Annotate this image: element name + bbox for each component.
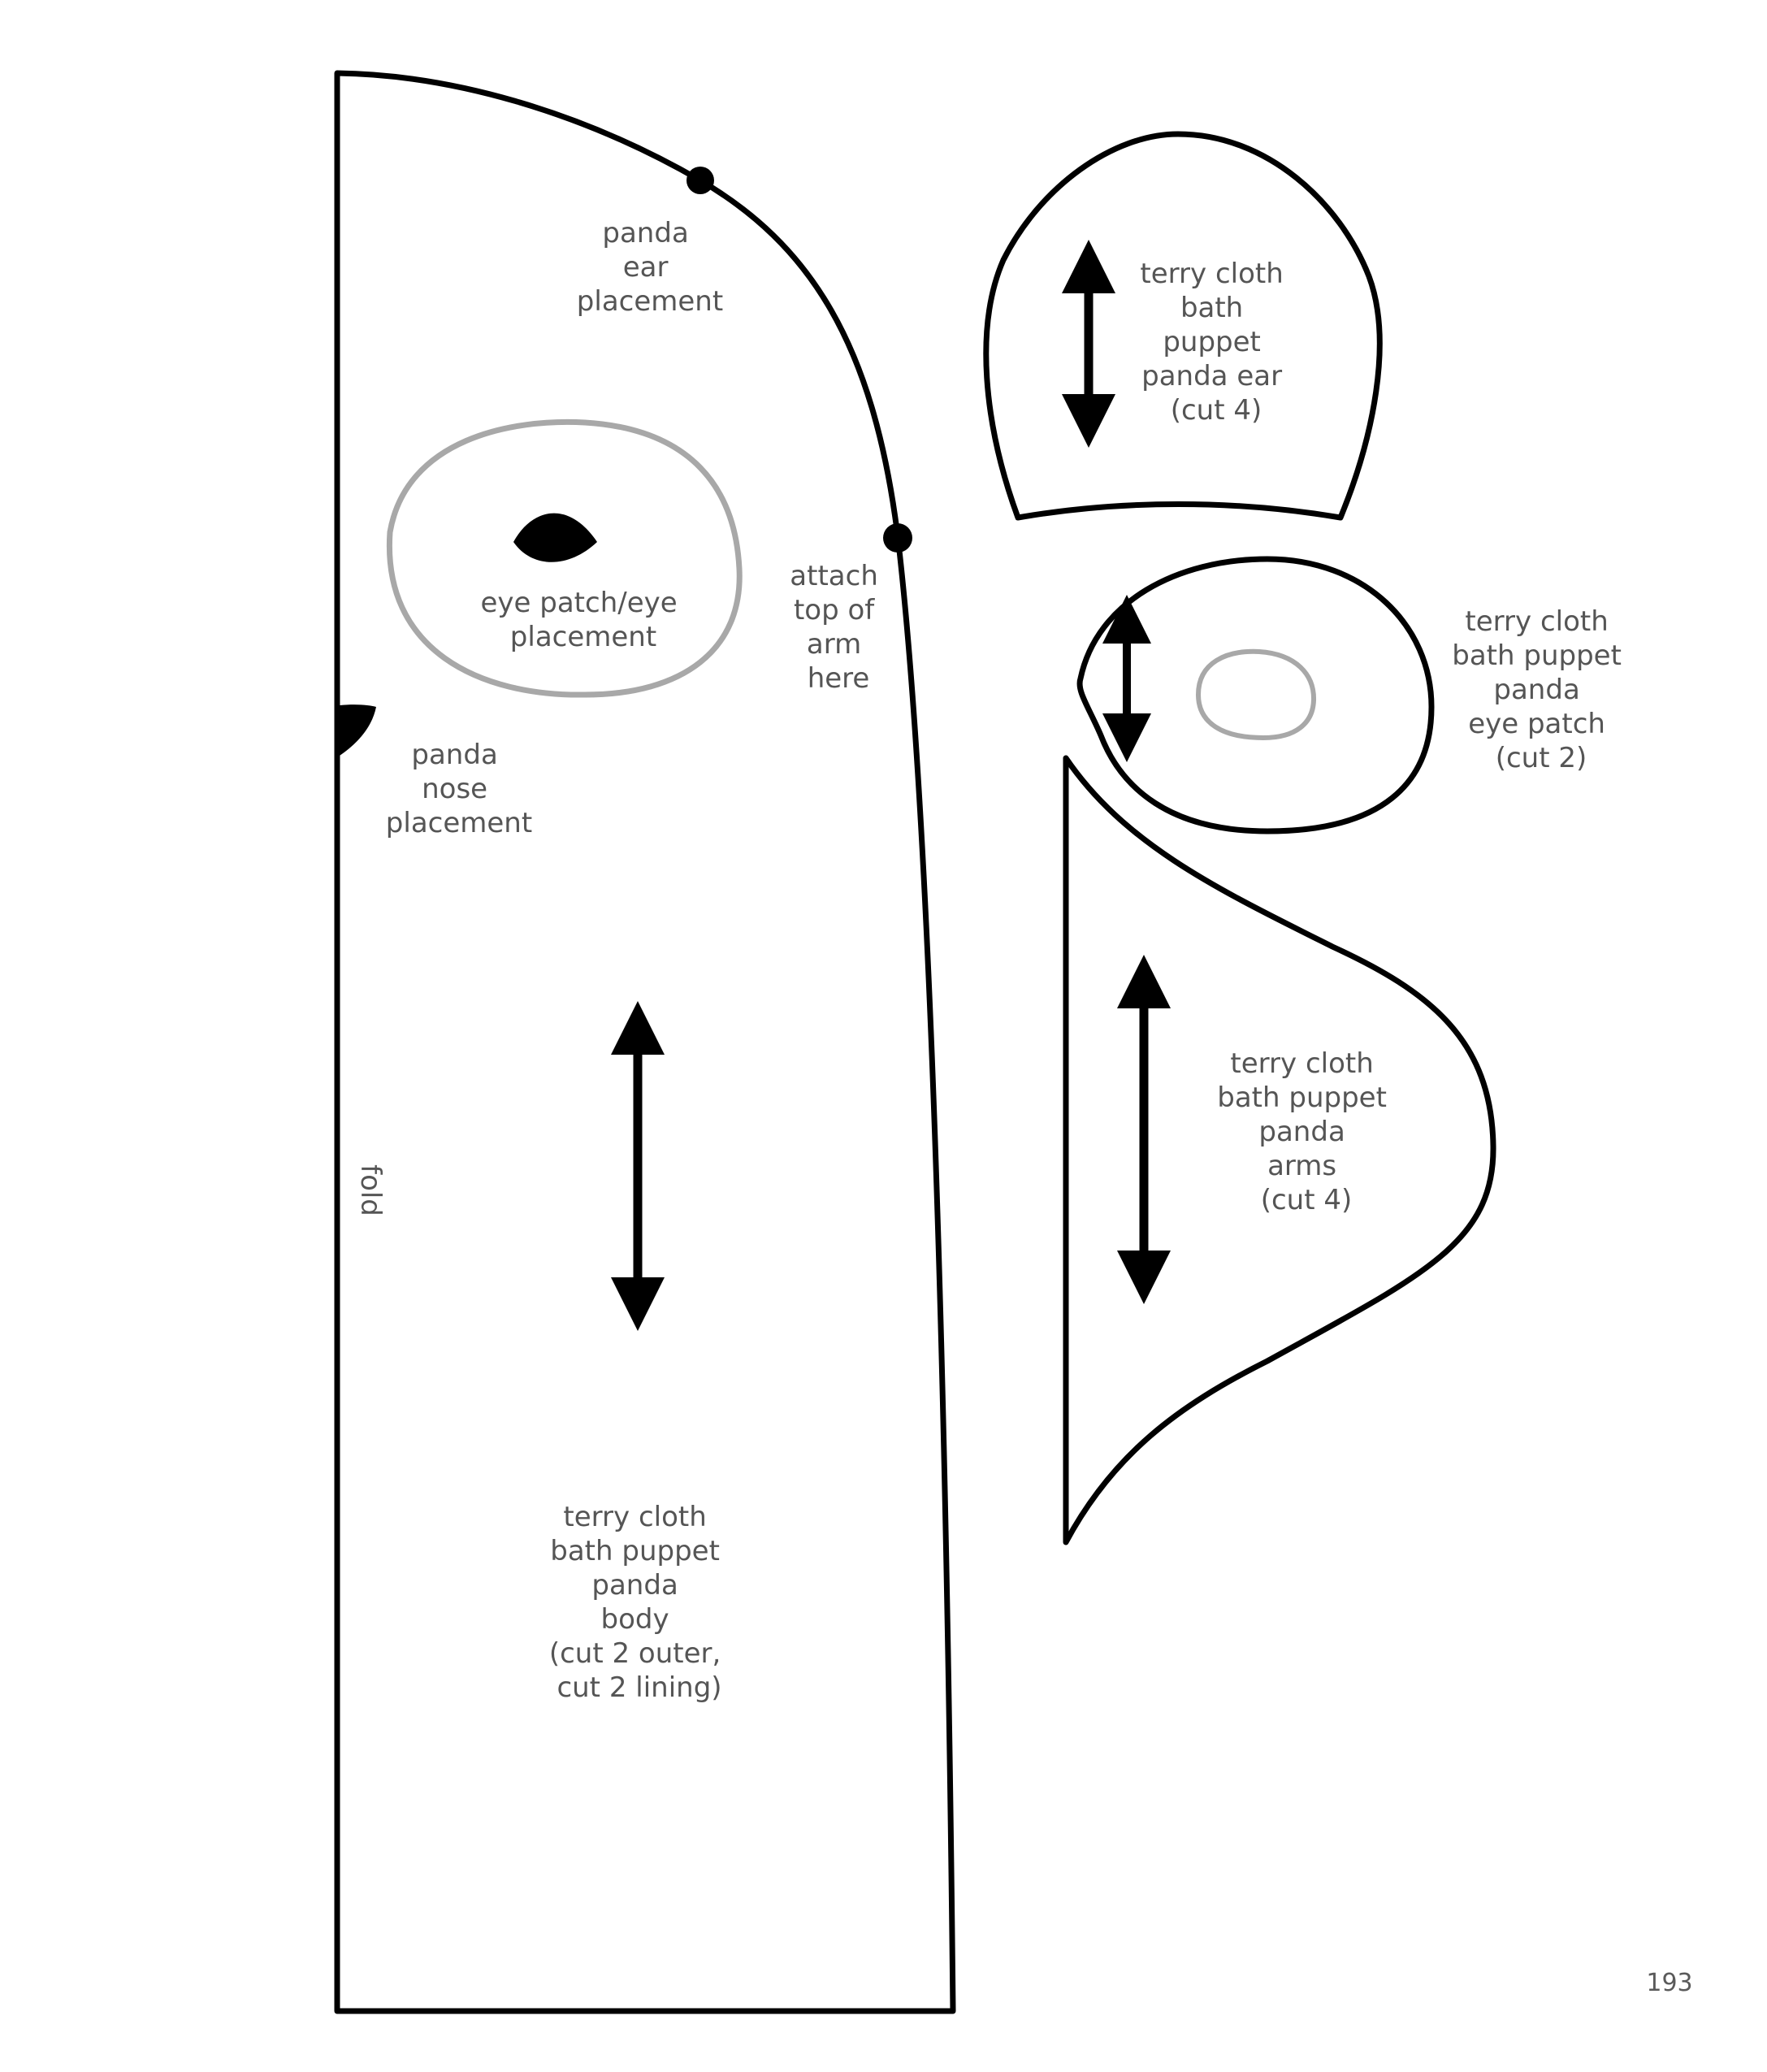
arm-attach-label: attach top of arm here (790, 560, 878, 695)
arm-pattern-piece (1066, 758, 1493, 1542)
eye-patch-outline (1080, 559, 1431, 831)
page-number: 193 (1646, 1969, 1693, 1997)
ear-piece-label: terry cloth bath puppet panda ear (cut 4) (1140, 258, 1284, 427)
nose-placement-label: panda nose placement (385, 739, 533, 839)
ear-placement-label: panda ear placement (576, 217, 724, 318)
eye-placement-label: eye patch/eye placement (480, 587, 678, 653)
eye-placement-outline (1198, 652, 1314, 738)
body-pattern-piece (337, 73, 953, 2011)
arm-placement-marker (883, 523, 912, 553)
fold-label: fold (354, 1164, 387, 1216)
body-piece-label: terry cloth bath puppet panda body (cut 2 outer, cut 2 lining) (548, 1501, 722, 1704)
arm-piece-label: terry cloth bath puppet panda arms (cut 4) (1217, 1047, 1387, 1216)
eye-placement-mark (513, 514, 597, 562)
body-outline (337, 73, 953, 2011)
eye-patch-pattern-piece (1080, 559, 1631, 831)
eye-patch-piece-label: terry cloth bath puppet panda eye patch (cut 2) (1452, 605, 1622, 774)
ear-placement-marker (686, 167, 714, 194)
nose-placement-mark (340, 704, 376, 756)
ear-pattern-piece (986, 134, 1379, 518)
